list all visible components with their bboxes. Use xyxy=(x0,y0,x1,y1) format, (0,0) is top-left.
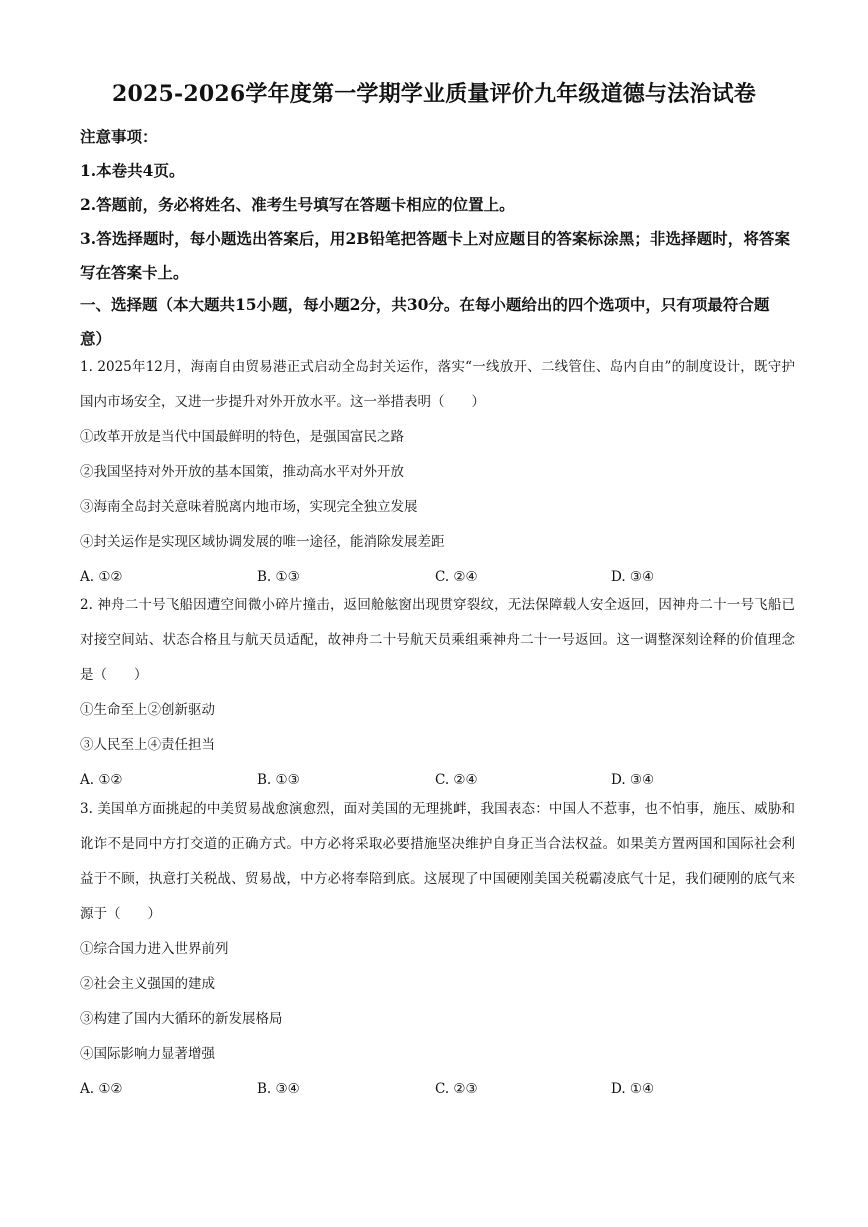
statement-option: ④封关运作是实现区域协调发展的唯一途径，能消除发展差距 xyxy=(80,534,445,550)
statement-option: ④国际影响力显著增强 xyxy=(80,1046,215,1062)
choice-c: C. ②④ xyxy=(435,772,478,788)
choice-c: C. ②③ xyxy=(435,1081,478,1097)
choice-c: C. ②④ xyxy=(435,569,478,585)
question-stem: 3. 美国单方面挑起的中美贸易战愈演愈烈，面对美国的无理挑衅，我国表态：中国人不惹事，也不怕事，施压、威胁和讹诈不是同中方打交道的正确方式。中方必将采取必要措施坚决维护自身正当合法权益。如果美方置两国和国际社会利益于不顾，执意打关税战、贸易战，中方必将奉陪到底。这展现了中国硬刚美国关税霸凌底气十足，我们硬刚的底气来源于（ ） xyxy=(80,801,795,922)
answer-choices xyxy=(80,1072,795,1107)
choice-d: D. ①④ xyxy=(611,1081,655,1097)
statement-option: ③构建了国内大循环的新发展格局 xyxy=(80,1011,283,1027)
notice-block xyxy=(80,120,790,290)
statement-option: ③海南全岛封关意味着脱离内地市场，实现完全独立发展 xyxy=(80,499,418,515)
notice-item: 2.答题前，务必将姓名、准考生号填写在答题卡相应的位置上。 xyxy=(80,195,515,214)
question-3 xyxy=(80,792,795,1107)
statement-option: ①综合国力进入世界前列 xyxy=(80,941,229,957)
choice-d: D. ③④ xyxy=(611,569,655,585)
section-heading: 一、选择题（本大题共15小题，每小题2分，共30分。在每小题给出的四个选项中，只有项最符合题意） xyxy=(80,295,770,348)
page-title: 2025-2026学年度第一学期学业质量评价九年级道德与法治试卷 xyxy=(112,81,756,107)
question-stem: 1. 2025年12月，海南自由贸易港正式启动全岛封关运作，落实“一线放开、二线管住、岛内自由”的制度设计，既守护国内市场安全，又进一步提升对外开放水平。这一举措表明（ ） xyxy=(80,359,795,410)
statement-option: ②社会主义强国的建成 xyxy=(80,976,215,992)
notice-item: 3.答选择题时，每小题选出答案后，用2B铅笔把答题卡上对应题目的答案标涂黑；非选择题时，将答案写在答案卡上。 xyxy=(80,229,790,282)
choice-a: A. ①② xyxy=(80,1081,123,1097)
choice-a: A. ①② xyxy=(80,569,123,585)
statement-option: ①生命至上②创新驱动 xyxy=(80,702,215,718)
choice-b: B. ③④ xyxy=(257,1081,300,1097)
notice-item: 1.本卷共4页。 xyxy=(80,161,185,180)
statement-option: ③人民至上④责任担当 xyxy=(80,737,215,753)
notice-heading: 注意事项： xyxy=(80,127,158,146)
choice-b: B. ①③ xyxy=(257,772,300,788)
question-1 xyxy=(80,350,795,595)
question-2 xyxy=(80,588,795,798)
choice-d: D. ③④ xyxy=(611,772,655,788)
question-stem: 2. 神舟二十号飞船因遭空间微小碎片撞击，返回舱舷窗出现贯穿裂纹，无法保障载人安全返回，因神舟二十一号飞船已对接空间站、状态合格且与航天员适配，故神舟二十号航天员乘组乘神舟二十一号返回。这一调整深刻诠释的价值理念是（ ） xyxy=(80,597,795,683)
statement-option: ①改革开放是当代中国最鲜明的特色，是强国富民之路 xyxy=(80,429,404,445)
choice-a: A. ①② xyxy=(80,772,123,788)
choice-b: B. ①③ xyxy=(257,569,300,585)
statement-option: ②我国坚持对外开放的基本国策，推动高水平对外开放 xyxy=(80,464,404,480)
